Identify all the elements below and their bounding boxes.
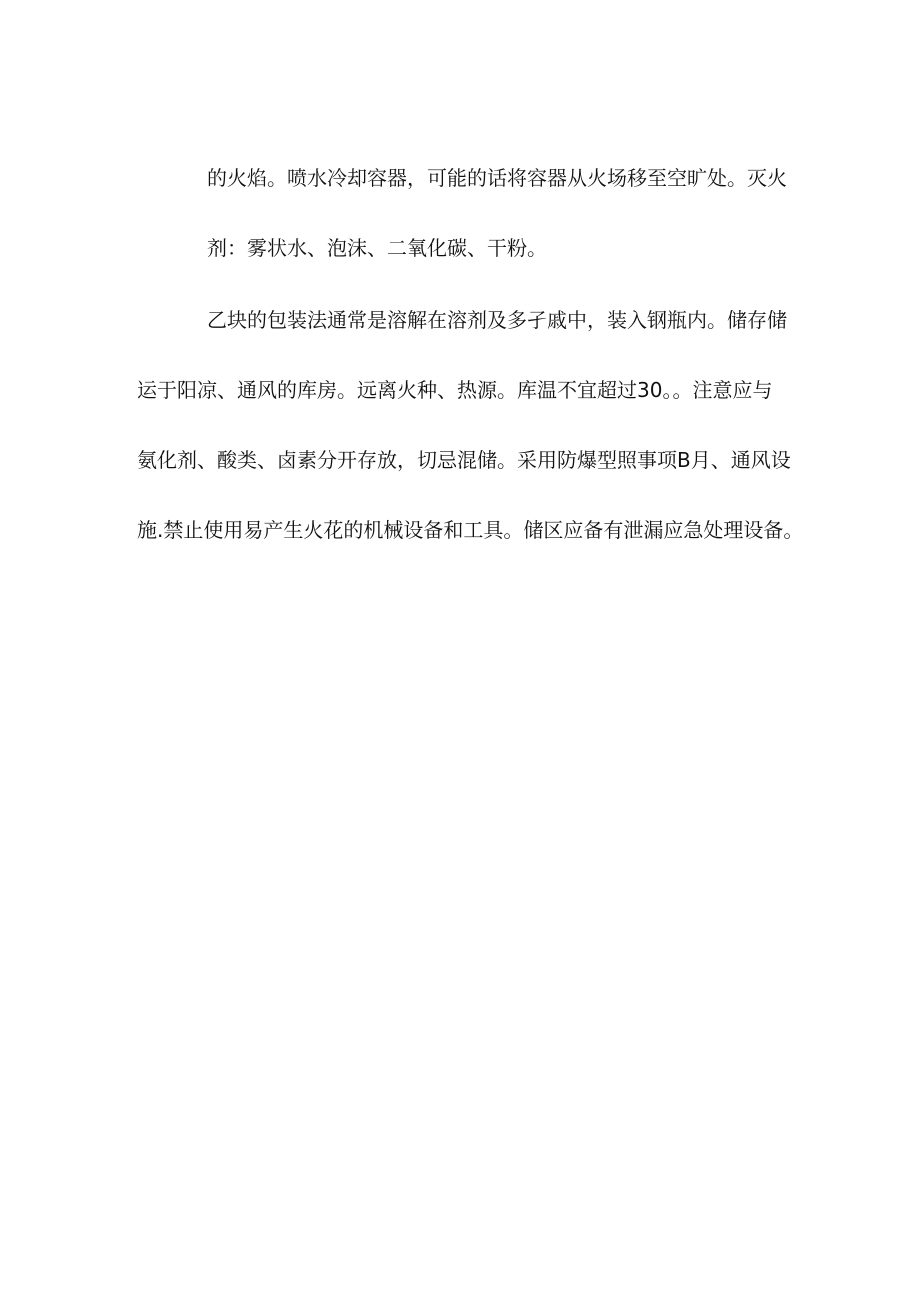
text-line-1: 的火焰。喷水冷却容器，可能的话将容器从火场移至空旷处。灭火 — [207, 166, 787, 190]
text-line-6: 施.禁止使用易产生火花的机械设备和工具。储区应备有泄漏应急处理设备。 — [137, 518, 804, 542]
text-line-3: 乙块的包装法通常是溶解在溶剂及多孑戚中，装入钢瓶内。储存储 — [207, 308, 787, 332]
text-line-5: 氨化剂、酸类、卤素分开存放，切忌混储。采用防爆型照事项B月、通风设 — [137, 448, 791, 472]
text-line-2: 剂：雾状水、泡沫、二氧化碳、干粉。 — [207, 236, 547, 260]
text-line-4: 运于阳凉、通风的库房。远离火种、热源。库温不宜超过30。。注意应与 — [137, 378, 773, 402]
